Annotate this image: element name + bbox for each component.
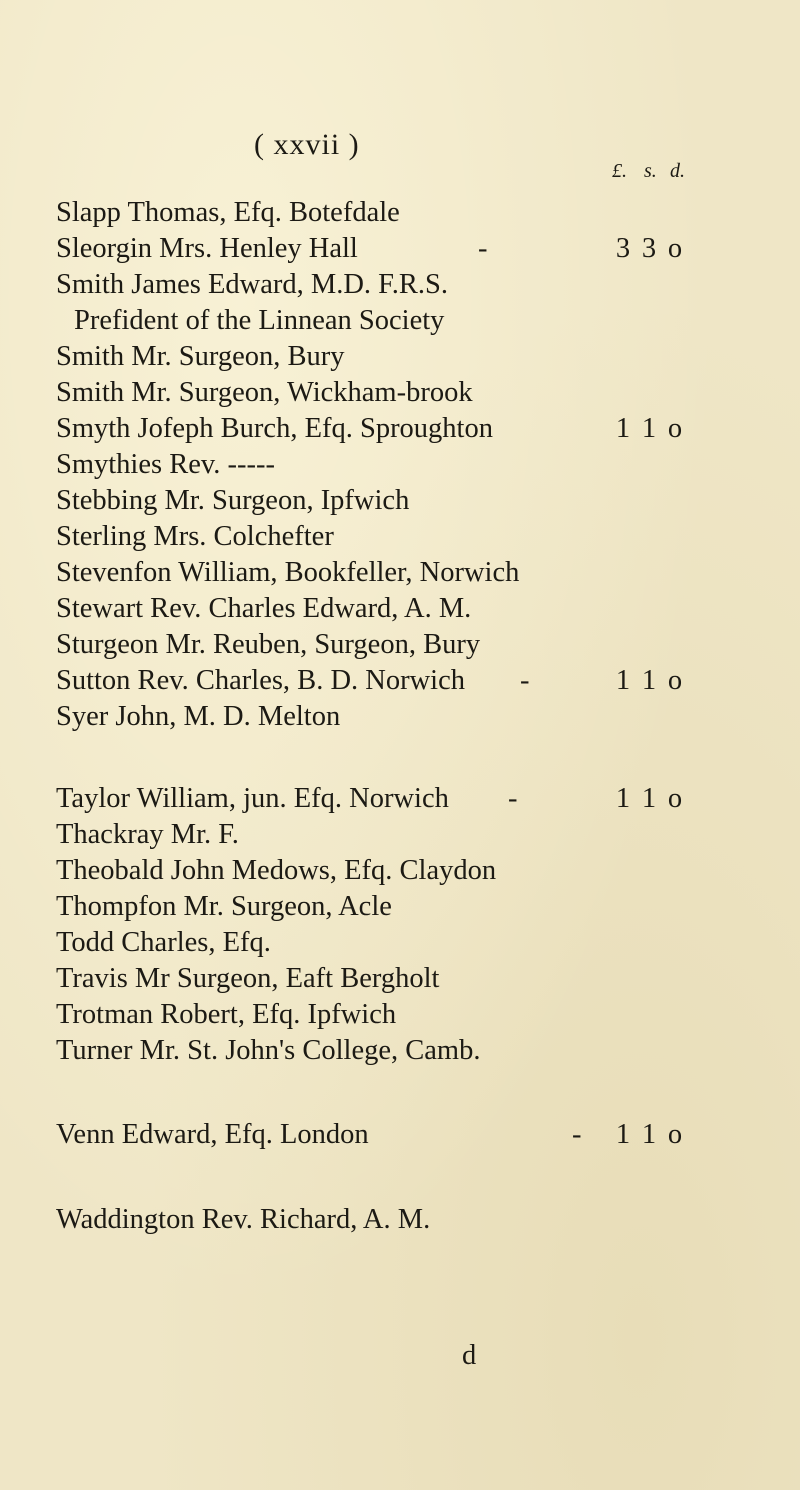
entry-name: Todd Charles, Efq. [56, 927, 271, 958]
list-item [0, 697, 800, 737]
list-item [0, 409, 800, 449]
entry-name: Smith Mr. Surgeon, Wickham-brook [56, 377, 473, 408]
list-item [0, 445, 800, 485]
list-item [0, 625, 800, 665]
list-item [0, 229, 800, 269]
entry-name: Travis Mr Surgeon, Eaft Bergholt [56, 963, 440, 994]
entry-dash: - [572, 1119, 582, 1150]
entry-name: Syer John, M. D. Melton [56, 701, 341, 732]
list-item [0, 995, 800, 1035]
entry-name: Slapp Thomas, Efq. Botefdale [56, 197, 400, 228]
list-item [0, 265, 800, 305]
list-item [0, 887, 800, 927]
entry-name: Stevenfon William, Bookfeller, Norwich [56, 557, 520, 588]
list-item [0, 959, 800, 999]
entry-pounds: 1 [615, 783, 631, 814]
entry-pence: o [667, 233, 683, 264]
entry-shillings: 1 [641, 413, 657, 444]
entry-pence: o [667, 665, 683, 696]
entry-name: Taylor William, jun. Efq. Norwich [56, 783, 449, 814]
entry-name: Thackray Mr. F. [56, 819, 239, 850]
entry-pounds: 1 [615, 1119, 631, 1150]
entry-pounds: 1 [615, 665, 631, 696]
entry-pence: o [667, 783, 683, 814]
list-item [0, 851, 800, 891]
entry-name: Smythies Rev. ----- [56, 449, 275, 480]
list-item [0, 661, 800, 701]
entry-shillings: 1 [641, 1119, 657, 1150]
entry-name: Smith James Edward, M.D. F.R.S. [56, 269, 448, 300]
entry-pence: o [667, 1119, 683, 1150]
list-item [0, 553, 800, 593]
entry-name: Theobald John Medows, Efq. Claydon [56, 855, 497, 886]
entry-shillings: 1 [641, 783, 657, 814]
list-item [0, 373, 800, 413]
entry-name: Sterling Mrs. Colchefter [56, 521, 334, 552]
entry-name: Smyth Jofeph Burch, Efq. Sproughton [56, 413, 493, 444]
list-item [0, 517, 800, 557]
entry-name: Stebbing Mr. Surgeon, Ipfwich [56, 485, 410, 516]
list-item [0, 301, 800, 341]
list-item [0, 1115, 800, 1155]
list-item [0, 481, 800, 521]
entry-name: Smith Mr. Surgeon, Bury [56, 341, 345, 372]
list-item [0, 589, 800, 629]
entry-name: Sutton Rev. Charles, B. D. Norwich [56, 665, 465, 696]
entry-name: Sturgeon Mr. Reuben, Surgeon, Bury [56, 629, 481, 660]
catchword: d [462, 1340, 477, 1371]
entry-name: Sleorgin Mrs. Henley Hall [56, 233, 358, 264]
entry-name: Venn Edward, Efq. London [56, 1119, 369, 1150]
list-item [0, 779, 800, 819]
currency-shillings: s. [644, 160, 657, 182]
list-item [0, 923, 800, 963]
entry-dash: - [508, 783, 518, 814]
entry-shillings: 1 [641, 665, 657, 696]
entry-name: Stewart Rev. Charles Edward, A. M. [56, 593, 472, 624]
entry-dash: - [478, 233, 488, 264]
entry-name: Waddington Rev. Richard, A. M. [56, 1204, 431, 1235]
list-item [0, 1031, 800, 1071]
entry-name: Turner Mr. St. John's College, Camb. [56, 1035, 481, 1066]
list-item [0, 193, 800, 233]
page-header: ( xxvii ) [254, 128, 360, 161]
entry-pounds: 3 [615, 233, 631, 264]
currency-pence: d. [670, 160, 685, 182]
list-item [0, 815, 800, 855]
entry-name: Trotman Robert, Efq. Ipfwich [56, 999, 397, 1030]
entry-shillings: 3 [641, 233, 657, 264]
currency-pounds: £. [612, 160, 627, 182]
entry-dash: - [520, 665, 530, 696]
entry-name: Prefident of the Linnean Society [74, 305, 445, 336]
entry-name: Thompfon Mr. Surgeon, Acle [56, 891, 392, 922]
entry-pence: o [667, 413, 683, 444]
list-item [0, 1200, 800, 1240]
entry-pounds: 1 [615, 413, 631, 444]
list-item [0, 337, 800, 377]
